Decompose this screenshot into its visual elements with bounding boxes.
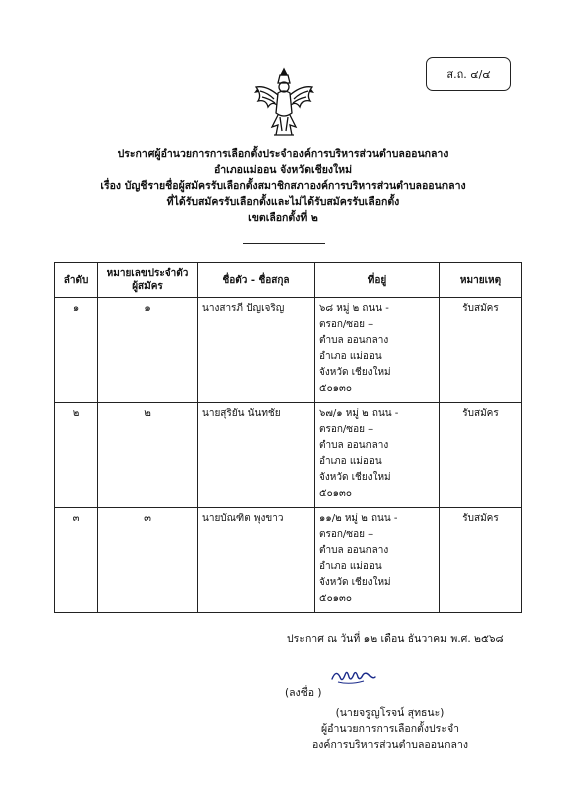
cell-number: ๓ <box>98 508 198 613</box>
cell-order: ๒ <box>55 403 98 508</box>
heading-divider <box>243 243 325 244</box>
cell-order: ๑ <box>55 298 98 403</box>
signer-position-1: ผู้อำนวยการการเลือกตั้งประจำ <box>321 723 459 735</box>
cell-number: ๑ <box>98 298 198 403</box>
heading-line-2: อำเภอแม่ออน จังหวัดเชียงใหม่ <box>213 164 353 176</box>
cell-name: นายสุริยัน นันทชัย <box>198 403 315 508</box>
announce-date: ประกาศ ณ วันที่ ๑๒ เดือน ธันวาคม พ.ศ. ๒๕๖๘ <box>287 633 504 645</box>
address-line: ๕๐๑๓๐ <box>319 488 352 499</box>
form-code-box <box>426 57 511 91</box>
cell-order: ๓ <box>55 508 98 613</box>
header-number-line-1: หมายเลขประจำตัว <box>106 268 189 279</box>
address-line: ตรอก/ซอย – <box>319 319 374 330</box>
sign-label: (ลงชื่อ ) <box>285 687 322 699</box>
garuda-emblem-icon <box>252 65 316 141</box>
signer-position-2: องค์การบริหารส่วนตำบลออนกลาง <box>311 739 468 751</box>
address-line: ๑๑/๒ หมู่ ๒ ถนน - <box>319 513 398 524</box>
address-line: อำเภอ แม่ออน <box>319 351 382 362</box>
table-header-row <box>55 263 522 298</box>
header-number-line-2: ผู้สมัคร <box>132 281 163 292</box>
table-row <box>55 508 522 613</box>
address-line: ๕๐๑๓๐ <box>319 383 352 394</box>
address-line: ๖๗/๑ หมู่ ๒ ถนน - <box>319 408 399 419</box>
header-remark: หมายเหตุ <box>440 263 522 298</box>
address-line: อำเภอ แม่ออน <box>319 456 382 467</box>
cell-name: นายบัณฑิต พุงขาว <box>198 508 315 613</box>
heading-line-1: ประกาศผู้อำนวยการการเลือกตั้งประจำองค์การบริหารส่วนตำบลออนกลาง <box>117 148 449 160</box>
address-line: จังหวัด เชียงใหม่ <box>319 367 391 378</box>
form-code: ส.ถ. ๔/๔ <box>446 68 491 81</box>
address-line: จังหวัด เชียงใหม่ <box>319 472 391 483</box>
heading-line-4: ที่ได้รับสมัครรับเลือกตั้งและไม่ได้รับสมัครรับเลือกตั้ง <box>166 196 400 208</box>
header-order: ลำดับ <box>55 263 98 298</box>
cell-remark: รับสมัคร <box>440 508 522 613</box>
address-line: ๕๐๑๓๐ <box>319 593 352 604</box>
cell-address <box>315 508 440 613</box>
address-line: ๖๘ หมู่ ๒ ถนน - <box>319 303 389 314</box>
address-line: อำเภอ แม่ออน <box>319 561 382 572</box>
handwritten-signature <box>330 665 376 687</box>
heading-line-5: เขตเลือกตั้งที่ ๒ <box>248 212 318 224</box>
cell-remark: รับสมัคร <box>440 403 522 508</box>
address-line: ตรอก/ซอย – <box>319 424 374 435</box>
heading-line-3: เรื่อง บัญชีรายชื่อผู้สมัครรับเลือกตั้งสมาชิกสภาองค์การบริหารส่วนตำบลออนกลาง <box>100 180 466 192</box>
table-row <box>55 403 522 508</box>
announcement-heading <box>100 146 466 226</box>
header-name: ชื่อตัว - ชื่อสกุล <box>198 263 315 298</box>
cell-remark: รับสมัคร <box>440 298 522 403</box>
header-address: ที่อยู่ <box>315 263 440 298</box>
cell-address <box>315 298 440 403</box>
address-line: ตรอก/ซอย – <box>319 529 374 540</box>
cell-address <box>315 403 440 508</box>
cell-name: นางสารภี ปัญเจริญ <box>198 298 315 403</box>
address-line: ตำบล ออนกลาง <box>319 335 389 346</box>
header-number <box>98 263 198 298</box>
candidate-table <box>54 262 522 613</box>
signer-name: (นายจรูญโรจน์ สุทธนะ) <box>335 707 445 719</box>
signer-block <box>260 705 520 753</box>
address-line: ตำบล ออนกลาง <box>319 440 389 451</box>
address-line: ตำบล ออนกลาง <box>319 545 389 556</box>
table-row <box>55 298 522 403</box>
cell-number: ๒ <box>98 403 198 508</box>
address-line: จังหวัด เชียงใหม่ <box>319 577 391 588</box>
